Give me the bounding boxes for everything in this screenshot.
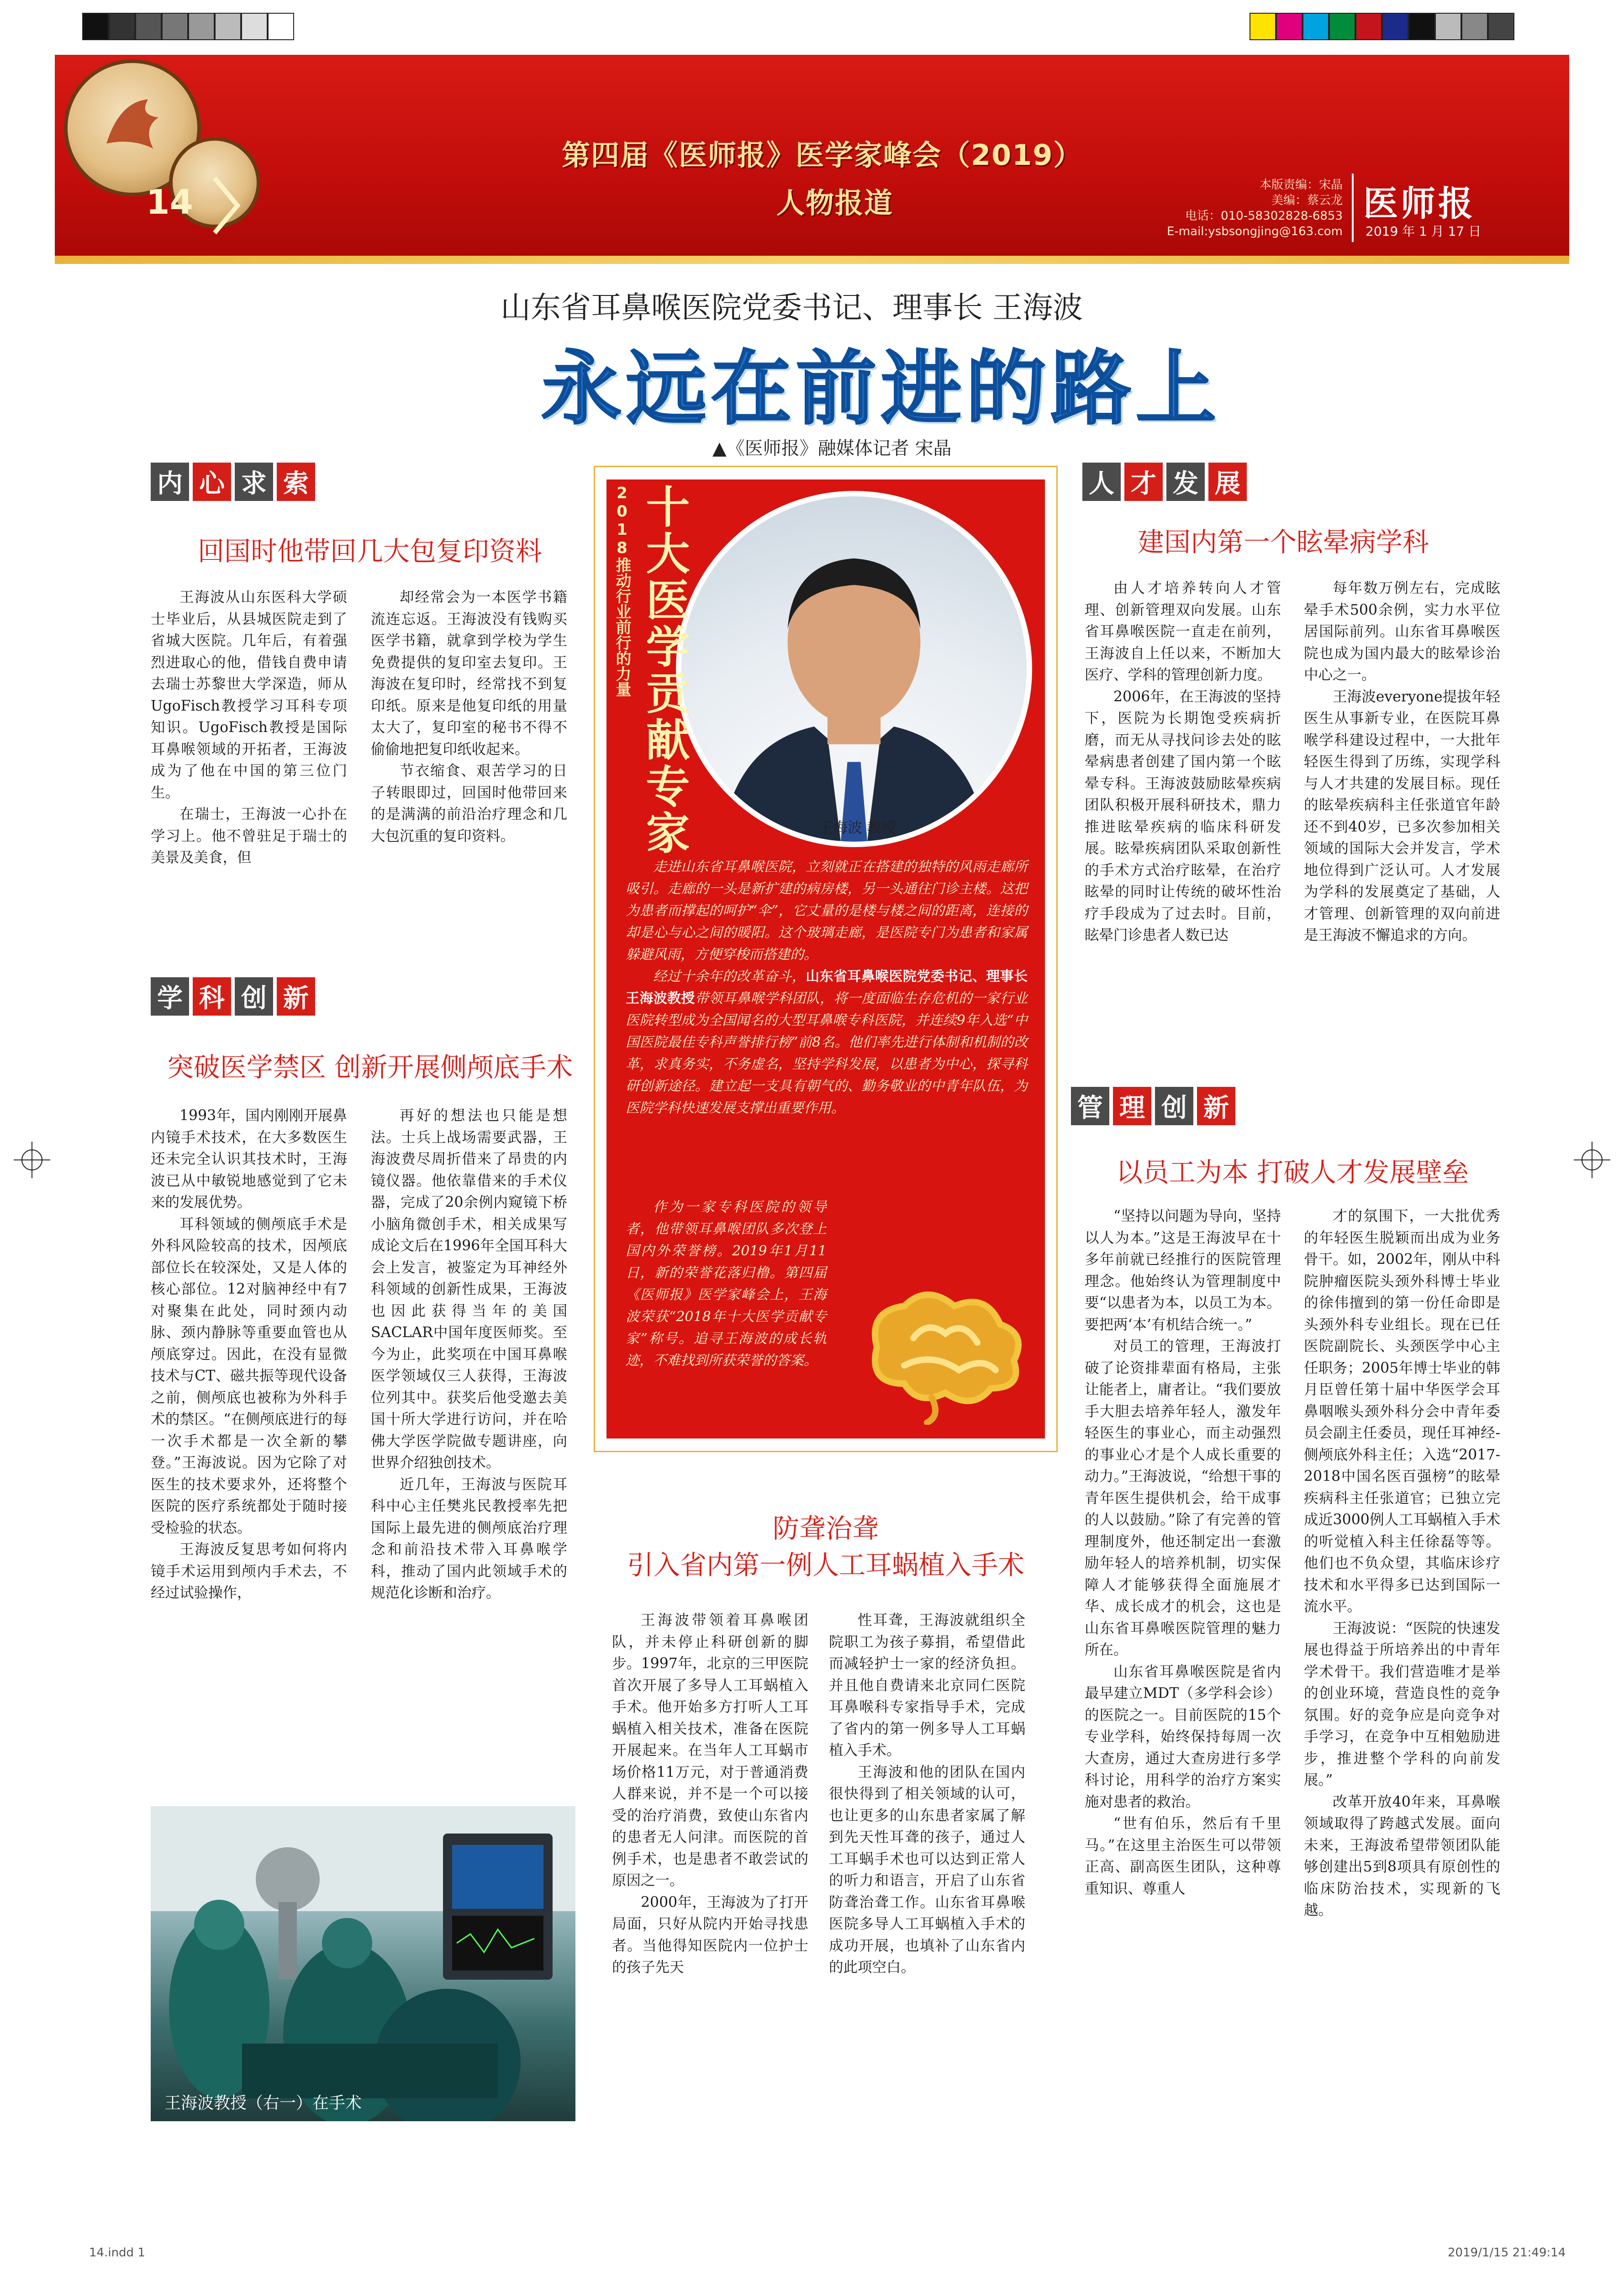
article-kicker: 山东省耳鼻喉医院党委书记、理事长 王海波 [501, 290, 1083, 325]
article-byline: ▲《医师报》融媒体记者 宋晶 [712, 438, 952, 459]
tag-char: 求 [235, 463, 273, 501]
masthead-divider [1352, 174, 1354, 242]
paragraph [626, 966, 1028, 1119]
section-4-column-2 [1304, 578, 1500, 947]
portrait-caption: 王海波 教授 [818, 819, 896, 836]
section-subhead-4: 建国内第一个眩晕病学科 [1137, 527, 1429, 558]
text-run: 带领耳鼻喉学科团队，将一度面临生存危机的一家行业医院转型成为全国闻名的大型耳鼻喉专科医院，并连续9年入选“中国医院最佳专科声誉排行榜”前8名。他们率先进行体制和机制的改革，求真务实，不务虚名，坚持学科发展，以患者为中心，探寻科研创新途径。建立起一支具有朝气的、勤务敬业的中青年队伍，为医院学科快速发展支撑出重要作用。 [626, 991, 1028, 1116]
tag-char: 心 [193, 463, 231, 501]
tag-char: 发 [1166, 463, 1205, 501]
tag-char: 创 [235, 977, 273, 1016]
file-slug: 14.indd 1 [89, 2246, 145, 2260]
tag-char: 学 [151, 977, 189, 1016]
paragraph: 王海波从山东医科大学硕士毕业后，从县城医院走到了省城大医院。几年后，有着强烈进取心的他，借钱自费申请去瑞士苏黎世大学深造，师从UgoFisch教授学习耳科专项知识。UgoFisch教授是国际耳鼻喉领域的开拓者，王海波成为了他在中国的第三位门生。 [151, 589, 347, 801]
tag-char: 才 [1124, 463, 1163, 501]
paragraph: 在瑞士，王海波一心扑在学习上。他不曾驻足于瑞士的美景及美食，但 [151, 806, 347, 866]
registration-strip-color [1250, 13, 1514, 40]
paragraph: 王海波和他的团队在国内很快得到了相关领域的认可，也让更多的山东患者家属了解到先天性耳聋的孩子，通过人工耳蜗手术也可以达到正常人的听力和语言，开启了山东省防聋治聋工作。山东省耳鼻喉医院多导人工耳蜗植入手术的成功开展，也填补了山东省内的此项空白。 [829, 1764, 1025, 1976]
portrait-figure [681, 496, 1027, 842]
phone-line: 电话：010-58302828-6853 [1185, 209, 1343, 223]
section-subhead-1: 回国时他带回几大包复印资料 [197, 536, 542, 567]
issue-date: 2019 年 1 月 17 日 [1366, 224, 1482, 239]
paragraph: 王海波带领着耳鼻喉团队，并未停止科研创新的脚步。1997年，北京的三甲医院首次开展了多导人工耳蜗植入手术。他开始多方打听人工耳蜗植入相关技术，准备在医院开展起来。在当年人工耳蜗市场价格11万元，对于普通消费人群来说，并不是一个可以接受的治疗消费，致使山东省内的患者无人问津。而医院的首例手术，也是患者不敢尝试的原因之一。 [612, 1612, 808, 1889]
editor-line: 本版责编：宋晶 [1259, 178, 1343, 192]
paragraph: 山东省耳鼻喉医院是省内最早建立MDT（多学科会诊）的医院之一。目前医院的15个专业学科，始终保持每周一次大查房，通过大查房进行多学科讨论，用科学的治疗方案实施对患者的救治。 [1085, 1663, 1281, 1810]
vertical-award-subtitle: 2018推动行业前行的力量 [613, 484, 631, 697]
section-2-column-1 [151, 1105, 347, 1604]
tag-char: 科 [193, 977, 231, 1016]
section-1-column-1 [151, 587, 347, 869]
section-3-column-1 [612, 1610, 808, 1979]
paragraph: 对员工的管理，王海波打破了论资排辈面有格局，主张让能者上，庸者让。“我们要放手大胆去培养年轻人，激发年轻医生的事业心，而主动强烈的事业心才是个人成长重要的动力。”王海波说，“给想干事的青年医生提供机会，给干成事的人以鼓励。”除了有完善的管理制度外，他还制定出一套激励年轻人的培养机制，切实保障人才能够获得全面施展才华、成长成才的机会，这也是山东省耳鼻喉医院管理的魅力所在。 [1085, 1338, 1281, 1658]
paragraph: 1993年，国内刚刚开展鼻内镜手术技术，在大多数医生还未完全认识其技术时，王海波已从中敏锐地感觉到了它未来的发展优势。 [151, 1107, 347, 1211]
paragraph: “世有伯乐，然后有千里马。”在这里主治医生可以带领正高、副高医生团队，这种尊重知识、尊重人 [1085, 1815, 1281, 1897]
section-subhead-2: 突破医学禁区 创新开展侧颅底手术 [167, 1052, 573, 1083]
print-timestamp: 2019/1/15 21:49:14 [1448, 2246, 1566, 2260]
paragraph: 每年数万例左右，完成眩晕手术500余例，实力水平位居国际前列。山东省耳鼻喉医院也成为国内最大的眩晕诊治中心之一。 [1304, 580, 1500, 683]
section-subhead-3b: 引入省内第一例人工耳蜗植入手术 [627, 1549, 1024, 1581]
red-box-text [626, 856, 1028, 1119]
tag-char: 创 [1155, 1087, 1193, 1125]
surgery-photo [151, 1806, 575, 2121]
section-subhead-3a: 防聋治聋 [772, 1513, 879, 1544]
header-gold-rule [55, 256, 1569, 264]
photo-caption: 王海波教授（右一）在手术 [164, 2094, 362, 2113]
vertical-award-title: 十大医学贡献专家 [639, 484, 690, 857]
section-tag-inner-quest [151, 463, 315, 501]
tag-char: 索 [277, 463, 315, 501]
tag-char: 新 [1197, 1087, 1235, 1125]
tag-char: 展 [1208, 463, 1247, 501]
tag-char: 人 [1082, 463, 1121, 501]
email-line: E-mail:ysbsongjing@163.com [1167, 225, 1343, 238]
paragraph: 耳科领域的侧颅底手术是外科风险较高的技术，因颅底部位长在较深处，又是人体的核心部位。12对脑神经中有7对聚集在此处，同时颈内动脉、颈内静脉等重要血管也从颅底穿过。因此，在没有显微技术与CT、磁共振等现代设备之前，侧颅底也被称为外科手术的禁区。“在侧颅底进行的每一次手术都是一次全新的攀登。”王海波说。因为它除了对医生的技术要求外，还将整个医院的医疗系统都处于随时接受检验的状态。 [151, 1216, 347, 1536]
paragraph: 性耳聋，王海波就组织全院职工为孩子募捐，希望借此而减轻护士一家的经济负担。并且他自费请来北京同仁医院耳鼻喉科专家指导手术，完成了省内的第一例多导人工耳蜗植入手术。 [829, 1612, 1025, 1759]
section-5-column-1 [1085, 1206, 1281, 1900]
paragraph: 节衣缩食、艰苦学习的日子转眼即过，回国时他带回来的是满满的前沿治疗理念和几大包沉重的复印资料。 [371, 763, 567, 844]
banner-subtitle: 人物报道 [776, 186, 894, 220]
section-5-column-2 [1304, 1206, 1500, 1922]
paragraph: 却经常会为一本医学书籍流连忘返。王海波没有钱购买医学书籍，就拿到学校为学生免费提供的复印室去复印。王海波在复印时，经常找不到复印纸。原来是他复印纸的用量太大了，复印室的秘书不得不偷偷地把复印纸收起来。 [371, 589, 567, 758]
paragraph: 王海波说：“医院的快速发展也得益于所培养出的中青年学术骨干。我们营造唯才是举的创业环境，营造良性的竞争氛围。好的竞争应是向竞争对手学习，在竞争中互相勉励进步，推进整个学科的向前发展。” [1304, 1620, 1500, 1788]
page-number: 14 [146, 183, 193, 222]
text-run: 经过十余年的改革奋斗， [653, 969, 806, 985]
paragraph: 近几年，王海波与医院耳科中心主任樊兆民教授率先把国际上最先进的侧颅底治疗理念和前沿技术带入耳鼻喉学科，推动了国内此领域手术的规范化诊断和治疗。 [371, 1476, 567, 1601]
tag-char: 管 [1071, 1087, 1109, 1125]
portrait-photo [676, 491, 1032, 847]
tag-char: 内 [151, 463, 189, 501]
paragraph: 走进山东省耳鼻喉医院，立刻就正在搭建的独特的风雨走廊所吸引。走廊的一头是新扩建的病房楼，另一头通往门诊主楼。这把为患者而撑起的呵护“伞”，它丈量的是楼与楼之间的距离，连接的却是心与心之间的暖阳。这个玻璃走廊，是医院专门为患者和家属躲避风雨，方便穿梭而搭建的。 [626, 859, 1028, 963]
section-tag-talent-development [1082, 463, 1247, 501]
section-tag-discipline-innovation [151, 977, 315, 1016]
registration-mark-left [14, 1142, 50, 1178]
editor-info [1165, 177, 1343, 239]
registration-strip-left [82, 13, 294, 40]
paragraph: 王海波everyone提拔年轻医生从事新专业，在医院耳鼻喉学科建设过程中，一大批年轻医生得到了历练，实现学科与人才共建的发展目标。现任的眩晕疾病科主任张道官年龄还不到40岁，已多次参加相关领域的国际大会并发言，学术地位得到广泛认可。人才发展为学科的发展奠定了基础，人才管理、创新管理的双向前进是王海波不懈追求的方向。 [1304, 688, 1500, 943]
registration-mark-right [1574, 1142, 1610, 1178]
paragraph: 才的氛围下，一大批优秀的年轻医生脱颖而出成为业务骨干。如，2002年，刚从中科院肿瘤医院头颈外科博士毕业的徐伟擅到的第一份任命即是头颈外科专业组长。现在已任医院副院长、头颈医学中心主任职务；2005年博士毕业的韩月臣曾任第十届中华医学会耳鼻咽喉头颈外科分会中青年委员会副主任委员，现任耳神经-侧颅底外科主任；入选“2017-2018中国名医百强榜”的眩晕疾病科主任张道官；已独立完成近3000例人工耳蜗植入手术的听觉植入科主任徐磊等等。他们也不负众望，其临床诊疗技术和水平得多已达到国际一流水平。 [1304, 1208, 1500, 1615]
tag-char: 新 [277, 977, 315, 1016]
designer-line: 美编：蔡云龙 [1271, 194, 1343, 207]
paragraph: 由人才培养转向人才管理、创新管理双向发展。山东省耳鼻喉医院一直走在前列，王海波自上任以来，不断加大医疗、学科的管理创新力度。 [1085, 580, 1281, 683]
paragraph: 再好的想法也只能是想法。士兵上战场需要武器，王海波费尽周折借来了昂贵的内镜仪器。他依靠借来的手术仪器，完成了20余例内窥镜下桥小脑角微创手术，相关成果写成论文后在1996年全国耳科大会上发言，被鉴定为耳神经外科领域的创新性成果，王海波也因此获得当年的美国SACLAR中国年度医师奖。至今为止，此奖项在中国耳鼻喉医学领域仅三人获得，王海波位列其中。获奖后他受邀去美国十所大学进行访问，并在哈佛大学医学院做专题讲座，向世界介绍独创技术。 [371, 1107, 567, 1471]
surgery-scene [151, 1806, 575, 2121]
paragraph: 改革开放40年来，耳鼻喉领域取得了跨越式发展。面向未来，王海波希望带领团队能够创建出5到8项具有原创性的临床防治技术，实现新的飞越。 [1304, 1793, 1500, 1918]
section-4-column-1 [1085, 578, 1281, 947]
section-2-column-2 [371, 1105, 567, 1604]
banner-title: 第四届《医师报》医学家峰会（2019） [562, 138, 1083, 172]
tag-char: 理 [1113, 1087, 1151, 1125]
section-3-column-2 [829, 1610, 1025, 1979]
article-headline: 永远在前进的路上 [541, 342, 1221, 436]
section-tag-management-innovation [1071, 1087, 1235, 1125]
chevron-right-icon [210, 174, 242, 237]
section-subhead-5: 以员工为本 打破人才发展壁垒 [1116, 1157, 1469, 1188]
section-1-column-2 [371, 587, 567, 847]
paragraph: 2006年，在王海波的坚持下，医院为长期饱受疾病折磨，而无从寻找问诊去处的眩晕病患者创建了国内第一个眩晕专科。王海波鼓励眩晕疾病团队积极开展科研技术，鼎力推进眩晕疾病的临床科研发展。眩晕疾病团队采取创新性的手术方式治疗眩晕，在治疗眩晕的同时让传统的破坏性治疗手段成为了过去时。目前，眩晕门诊患者人数已达 [1085, 688, 1281, 943]
paragraph: 王海波反复思考如何将内镜手术运用到颅内手术去，不经过试验操作， [151, 1541, 347, 1601]
auspicious-cloud-icon [849, 1270, 1041, 1425]
paragraph: 2000年，王海波为了打开局面，只好从院内开始寻找患者。当他得知医院内一位护士的孩子先天 [612, 1894, 808, 1976]
paragraph: 作为一家专科医院的领导者，他带领耳鼻喉团队多次登上国内外荣誉榜。2019年1月11日，新的荣誉花落归橹。第四届《医师报》医学家峰会上，王海波荣获“2018年十大医学贡献专家”称号。追寻王海波的成长轨迹，不难找到所获荣誉的答案。 [626, 1199, 827, 1369]
paragraph: “坚持以问题为导向，坚持以人为本。”这是王海波早在十多年前就已经推行的医院管理理念。他始终认为管理制度中要“以患者为本，以员工为本。要把两‘本’有机结合统一。” [1085, 1208, 1281, 1333]
highlight-text: 山东省耳鼻喉医院党委书记、理事长王海波教授 [626, 969, 1028, 1006]
masthead-logo: 医师报 [1363, 183, 1476, 224]
